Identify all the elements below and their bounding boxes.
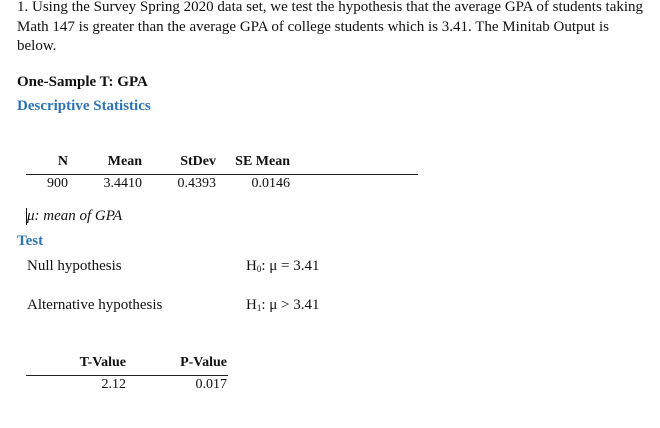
header-t-value: T-Value [79, 355, 126, 370]
value-mean: 3.4410 [103, 176, 142, 191]
null-hypothesis-value: $H_0$: μ = 3.41 [246, 258, 320, 274]
value-t-value: 2.12 [101, 377, 126, 392]
alternative-hypothesis-value: $H_1$: μ > 3.41 [246, 297, 320, 313]
test-heading: Test [17, 233, 44, 249]
mu-note: μ: mean of GPA [27, 208, 123, 224]
results-rule [26, 375, 228, 376]
value-se-mean: 0.0146 [251, 176, 290, 191]
null-hypothesis-label: Null hypothesis [27, 258, 122, 274]
header-se-mean: SE Mean [235, 154, 290, 169]
value-p-value: 0.017 [195, 377, 227, 392]
header-n: N [57, 154, 68, 169]
value-stdev: 0.4393 [177, 176, 216, 191]
table-rule [26, 174, 418, 175]
output-title: One-Sample T: GPA [17, 74, 148, 90]
header-p-value: P-Value [180, 355, 227, 370]
descriptive-statistics-heading: Descriptive Statistics [17, 98, 151, 114]
value-n: 900 [47, 176, 68, 191]
header-mean: Mean [107, 154, 142, 169]
alternative-hypothesis-label: Alternative hypothesis [27, 297, 163, 313]
header-stdev: StDev [180, 154, 216, 169]
question-text: 1. Using the Survey Spring 2020 data set, we test the hypothesis that the average GPA of students taking Math 147 is greater than the average GPA of college students which is 3.41. The Minitab Output is below. [17, 0, 644, 54]
